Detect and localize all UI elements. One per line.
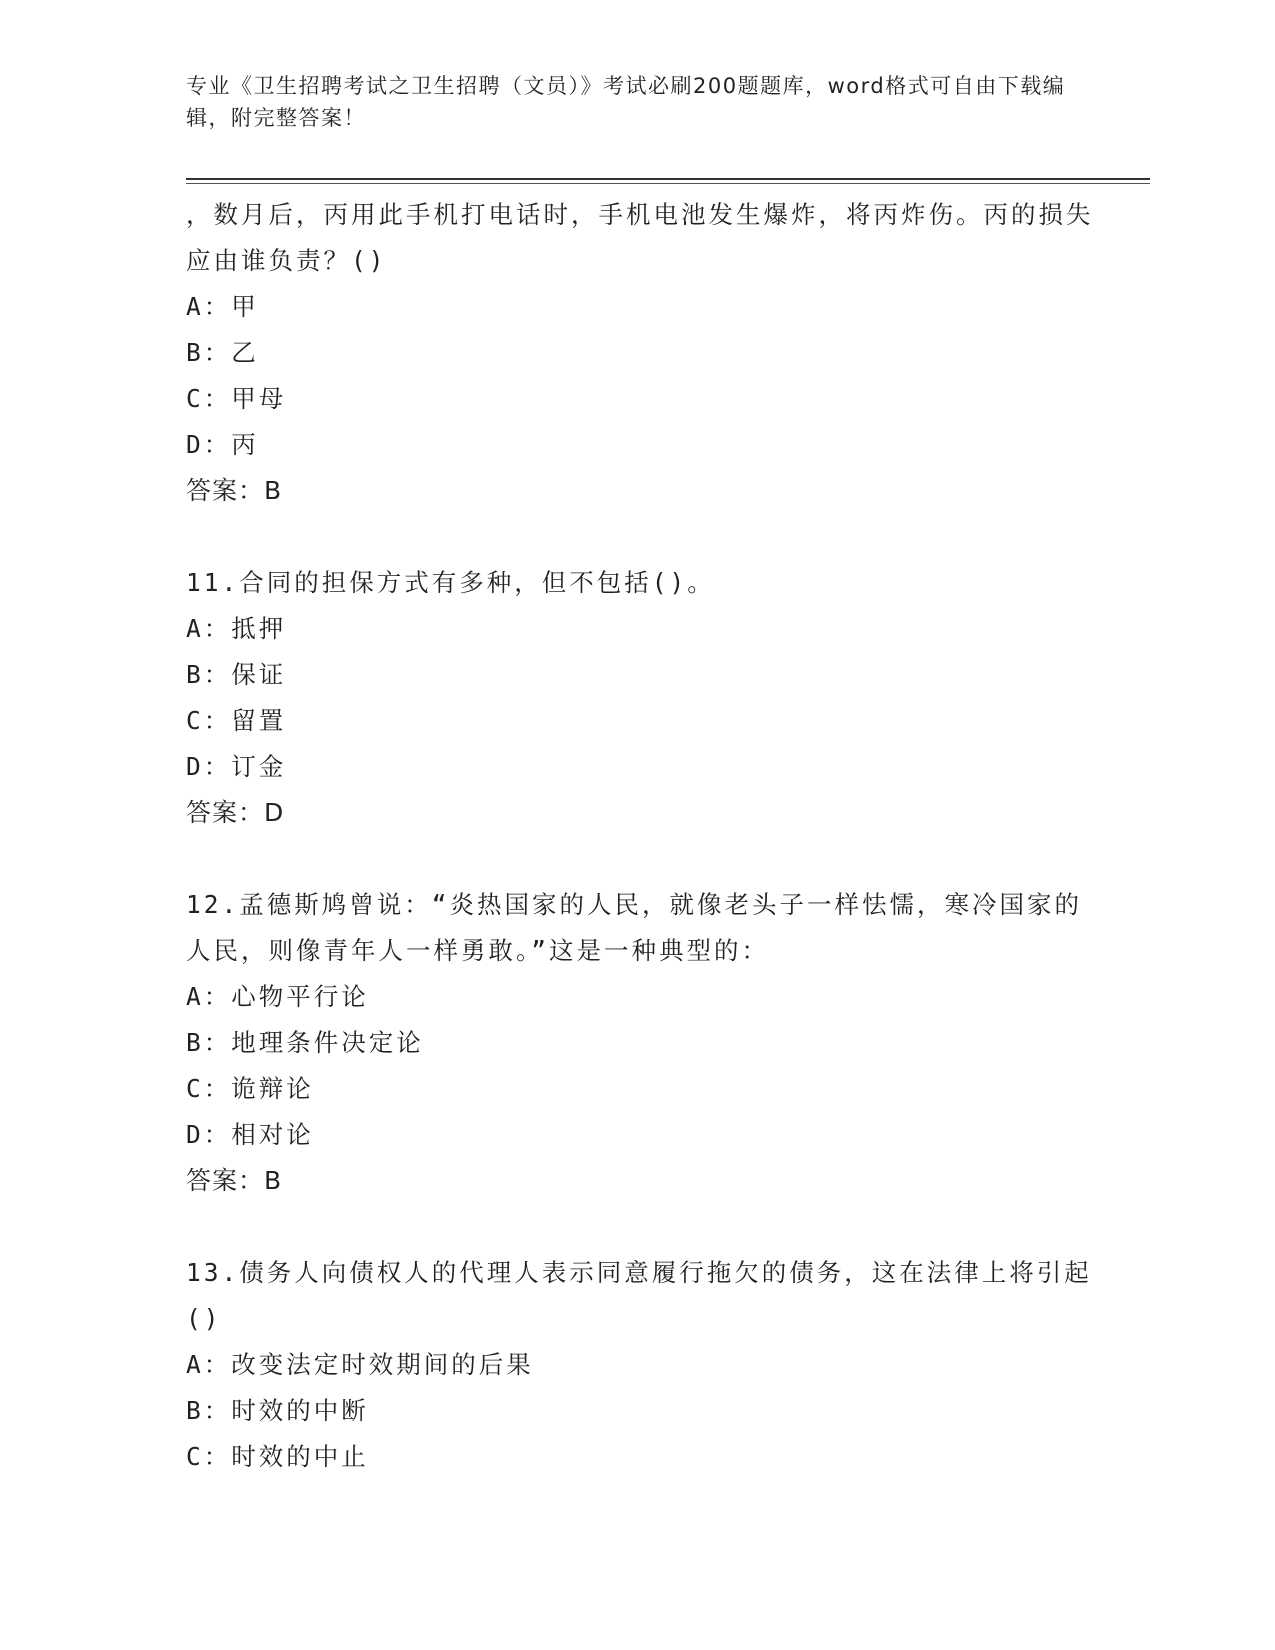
option-a: A：心物平行论 — [186, 982, 369, 1011]
document-header: 专业《卫生招聘考试之卫生招聘（文员）》考试必刷200题题库，word格式可自由下载编辑，附完整答案！ — [186, 74, 1066, 130]
option-c: C：时效的中止 — [186, 1442, 369, 1471]
question-stem: 13.债务人向债权人的代理人表示同意履行拖欠的债务，这在法律上将引起() — [186, 1258, 1092, 1333]
answer: 答案：B — [186, 476, 283, 505]
header-rule-thick — [186, 178, 1150, 180]
question-stem: ，数月后，丙用此手机打电话时，手机电池发生爆炸，将丙炸伤。丙的损失应由谁负责？() — [186, 200, 1094, 275]
option-b: B：保证 — [186, 660, 287, 689]
spacer — [186, 836, 1106, 882]
question-stem: 12.孟德斯鸠曾说：“炎热国家的人民，就像老头子一样怯懦，寒冷国家的人民，则像青年人一样勇敢。”这是一种典型的： — [186, 890, 1082, 965]
option-d: D：相对论 — [186, 1120, 314, 1149]
option-d: D：订金 — [186, 752, 287, 781]
option-b: B：时效的中断 — [186, 1396, 369, 1425]
question-block — [186, 192, 1106, 514]
option-c: C：甲母 — [186, 384, 287, 413]
option-b: B：地理条件决定论 — [186, 1028, 424, 1057]
option-d: D：丙 — [186, 430, 259, 459]
question-block — [186, 1250, 1106, 1480]
spacer — [186, 1204, 1106, 1250]
header-rule-thin — [186, 183, 1150, 184]
question-list — [186, 192, 1106, 1480]
question-block — [186, 882, 1106, 1204]
option-c: C：诡辩论 — [186, 1074, 314, 1103]
option-a: A：抵押 — [186, 614, 287, 643]
option-a: A：改变法定时效期间的后果 — [186, 1350, 534, 1379]
answer: 答案：B — [186, 1166, 283, 1195]
question-stem: 11.合同的担保方式有多种，但不包括()。 — [186, 568, 715, 597]
spacer — [186, 514, 1106, 560]
answer: 答案：D — [186, 798, 285, 827]
option-b: B：乙 — [186, 338, 259, 367]
question-block — [186, 560, 1106, 836]
option-c: C：留置 — [186, 706, 287, 735]
option-a: A：甲 — [186, 292, 259, 321]
